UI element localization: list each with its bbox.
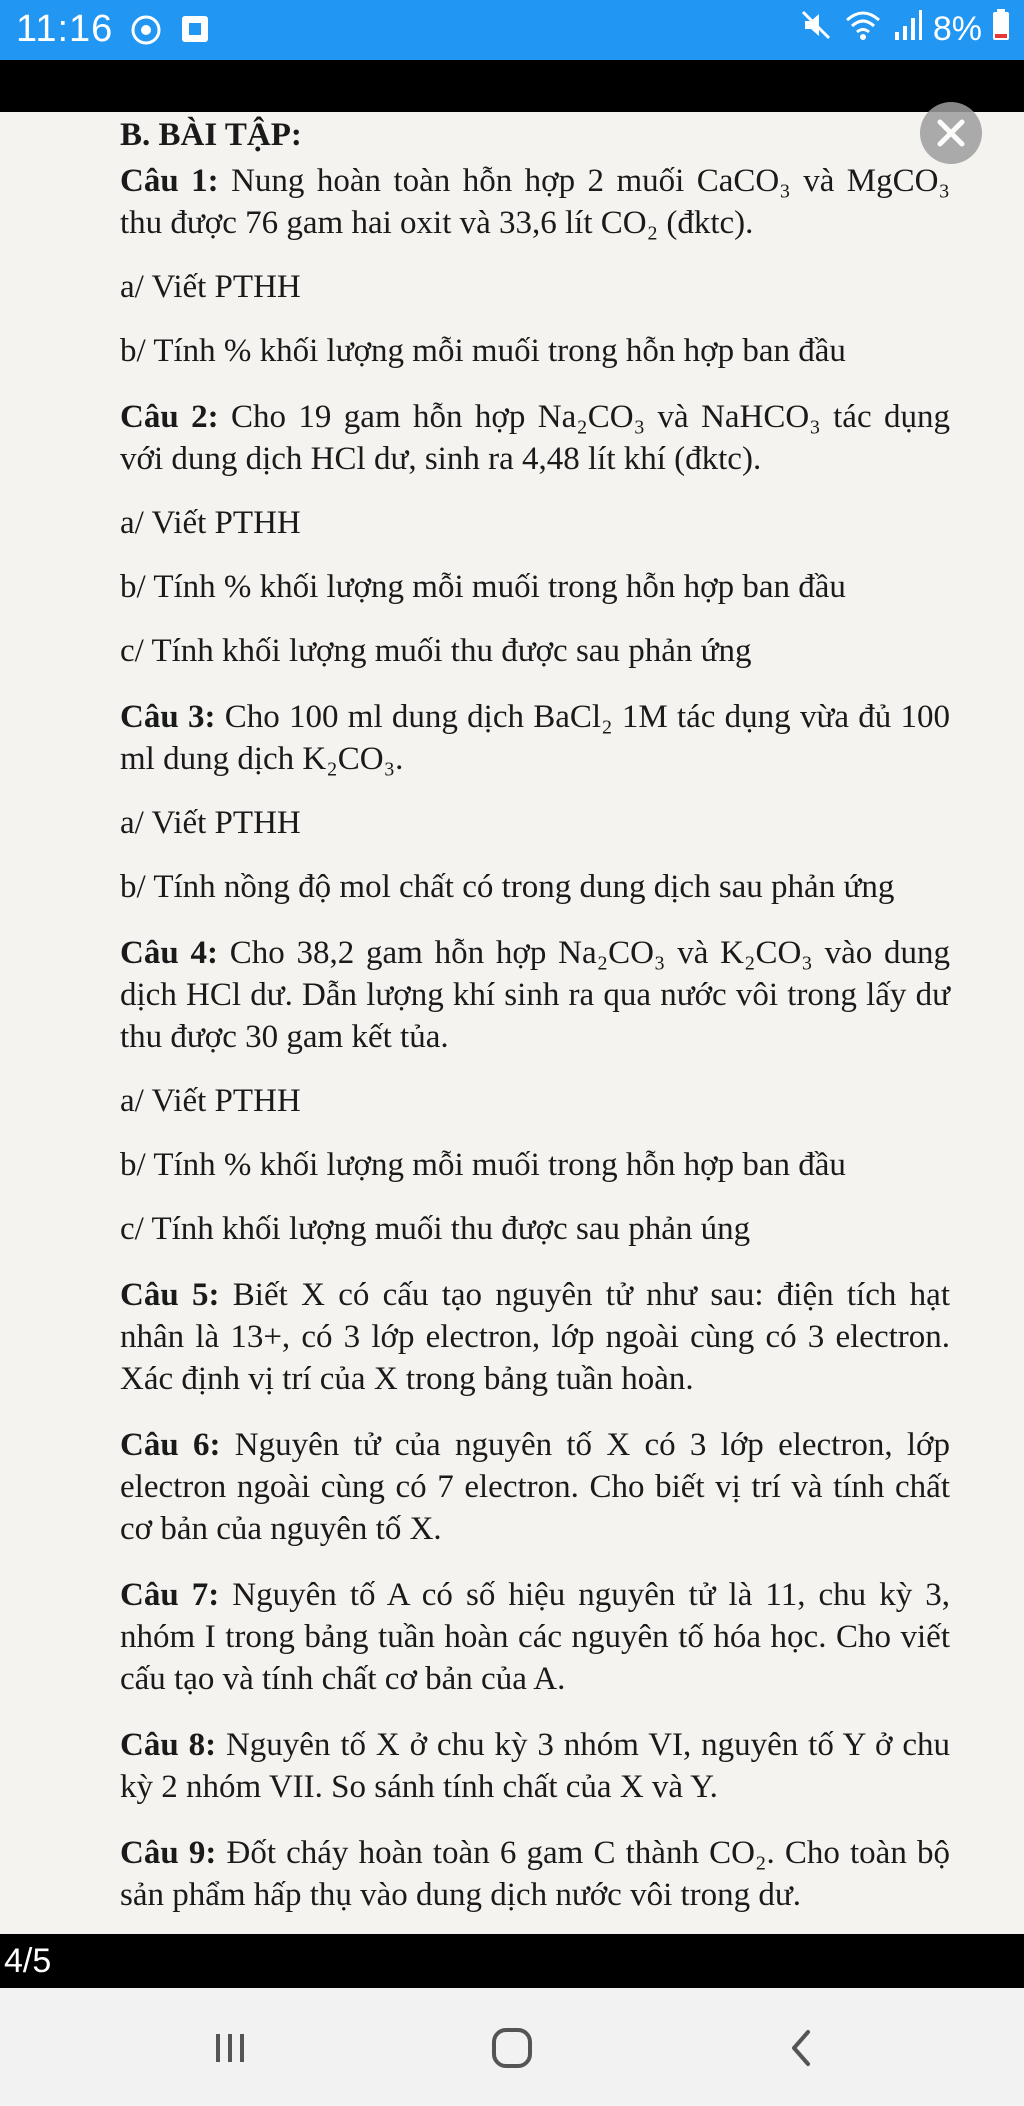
status-time: 11:16 xyxy=(16,8,114,50)
q4-part-b: b/ Tính % khối lượng mỗi muối trong hỗn hợp ban đầu xyxy=(120,1147,846,1183)
section-heading: B. BÀI TẬP: xyxy=(120,117,302,153)
question-7: Câu 7: Nguyên tố A có số hiệu nguyên tử là 11, chu kỳ 3, nhóm I trong bảng tuần hoàn các nguyên tố hóa học. Cho viết cấu tạo và tính chất cơ bản của A. xyxy=(120,1577,950,1697)
back-chevron-icon xyxy=(782,2028,822,2068)
document-page[interactable] xyxy=(0,112,1024,1934)
home-button[interactable] xyxy=(482,2018,542,2078)
mute-icon xyxy=(799,8,833,51)
wifi-icon xyxy=(843,8,883,51)
close-button[interactable] xyxy=(920,102,982,164)
question-9: Câu 9: Đốt cháy hoàn toàn 6 gam C thành CO₂. Cho toàn bộ sản phẩm hấp thụ vào dung dịch nước vôi trong dư. xyxy=(120,1835,950,1913)
question-4: Câu 4: Cho 38,2 gam hỗn hợp Na₂CO₃ và K₂CO₃ vào dung dịch HCl dư. Dẫn lượng khí sinh ra qua nước vôi trong lấy dư thu được 30 gam kết tủa. xyxy=(120,935,950,1055)
question-2: Câu 2: Cho 19 gam hỗn hợp Na₂CO₃ và NaHCO₃ tác dụng với dung dịch HCl dư, sinh ra 4,48 lít khí (đktc). xyxy=(120,399,950,477)
q1-part-b: b/ Tính % khối lượng mỗi muối trong hỗn hợp ban đầu xyxy=(120,333,846,369)
gallery-icon xyxy=(180,14,210,49)
q2-part-a: a/ Viết PTHH xyxy=(120,505,301,541)
question-1: Câu 1: Nung hoàn toàn hỗn hợp 2 muối CaCO₃ và MgCO₃ thu được 76 gam hai oxit và 33,6 lít CO₂ (đktc). xyxy=(120,163,950,241)
question-6: Câu 6: Nguyên tử của nguyên tố X có 3 lớp electron, lớp electron ngoài cùng có 7 electron. Cho biết vị trí và tính chất cơ bản của nguyên tố X. xyxy=(120,1427,950,1547)
battery-icon xyxy=(992,9,1010,50)
viewer-toolbar xyxy=(0,60,1024,112)
question-3: Câu 3: Cho 100 ml dung dịch BaCl₂ 1M tác dụng vừa đủ 100 ml dung dịch K₂CO₃. xyxy=(120,699,951,777)
close-icon xyxy=(934,116,968,150)
page-indicator: 4/5 xyxy=(4,1942,52,1980)
q4-part-c: c/ Tính khối lượng muối thu được sau phản úng xyxy=(120,1211,751,1247)
question-8: Câu 8: Nguyên tố X ở chu kỳ 3 nhóm VI, nguyên tố Y ở chu kỳ 2 nhóm VII. So sánh tính chất của X và Y. xyxy=(120,1727,950,1805)
q1-part-a: a/ Viết PTHH xyxy=(120,269,301,305)
signal-icon xyxy=(893,8,923,51)
back-button[interactable] xyxy=(772,2018,832,2078)
q2-part-b: b/ Tính % khối lượng mỗi muối trong hỗn hợp ban đầu xyxy=(120,569,846,605)
q3-part-a: a/ Viết PTHH xyxy=(120,805,301,841)
question-5: Câu 5: Biết X có cấu tạo nguyên tử như sau: điện tích hạt nhân là 13+, có 3 lớp electron, lớp ngoài cùng có 3 electron. Xác định vị trí của X trong bảng tuần hoàn. xyxy=(120,1277,950,1397)
home-icon xyxy=(488,2024,536,2072)
sync-icon xyxy=(130,14,162,51)
battery-percent: 8% xyxy=(932,10,982,48)
status-bar xyxy=(0,0,1024,60)
recent-apps-icon xyxy=(210,2028,250,2068)
recent-apps-button[interactable] xyxy=(200,2018,260,2078)
q4-part-a: a/ Viết PTHH xyxy=(120,1083,301,1119)
navigation-bar xyxy=(0,1988,1024,2106)
page-indicator-bar xyxy=(0,1934,1024,1988)
q2-part-c: c/ Tính khối lượng muối thu được sau phản ứng xyxy=(120,633,752,669)
q3-part-b: b/ Tính nồng độ mol chất có trong dung dịch sau phản ứng xyxy=(120,869,895,905)
